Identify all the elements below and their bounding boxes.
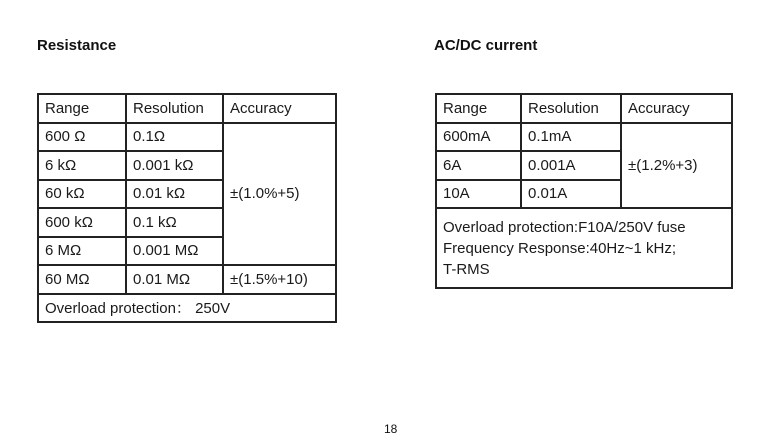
range-cell: 60 kΩ <box>38 180 126 209</box>
range-cell: 600mA <box>436 123 521 152</box>
resistance-table <box>37 93 337 323</box>
header-accuracy: Accuracy <box>621 94 732 123</box>
header-resolution: Resolution <box>126 94 223 123</box>
header-range: Range <box>436 94 521 123</box>
overload-protection-note: Overload protection： 250V <box>38 294 336 323</box>
header-range: Range <box>38 94 126 123</box>
range-cell: 600 kΩ <box>38 208 126 237</box>
trms-note: T-RMS <box>443 260 490 278</box>
table-row <box>38 123 336 152</box>
resistance-heading: Resistance <box>37 37 117 54</box>
range-cell: 6 kΩ <box>38 151 126 180</box>
table-header-row <box>436 94 732 123</box>
range-cell: 6 MΩ <box>38 237 126 266</box>
resolution-cell: 0.001 kΩ <box>126 151 223 180</box>
accuracy-cell: ±(1.2%+3) <box>621 123 732 209</box>
overload-protection-note: Overload protection:F10A/250V fuse <box>443 218 686 236</box>
header-resolution: Resolution <box>521 94 621 123</box>
current-notes-cell <box>436 208 732 288</box>
resolution-cell: 0.01 kΩ <box>126 180 223 209</box>
table-row <box>436 123 732 152</box>
resolution-cell: 0.1mA <box>521 123 621 152</box>
frequency-response-note: Frequency Response:40Hz~1 kHz; <box>443 239 677 257</box>
range-cell: 10A <box>436 180 521 209</box>
ac-dc-current-heading: AC/DC current <box>434 37 538 54</box>
range-cell: 6A <box>436 151 521 180</box>
range-cell: 600 Ω <box>38 123 126 152</box>
resolution-cell: 0.001 MΩ <box>126 237 223 266</box>
resolution-cell: 0.001A <box>521 151 621 180</box>
notes-row <box>436 208 732 288</box>
page-number: 18 <box>384 422 398 436</box>
range-cell: 60 MΩ <box>38 265 126 294</box>
table-header-row <box>38 94 336 123</box>
resolution-cell: 0.1Ω <box>126 123 223 152</box>
ac-dc-current-table <box>435 93 733 289</box>
table-row <box>38 265 336 294</box>
resolution-cell: 0.01A <box>521 180 621 209</box>
overload-row <box>38 294 336 323</box>
header-accuracy: Accuracy <box>223 94 336 123</box>
accuracy-cell: ±(1.5%+10) <box>223 265 336 294</box>
resolution-cell: 0.1 kΩ <box>126 208 223 237</box>
accuracy-cell: ±(1.0%+5) <box>223 123 336 266</box>
resolution-cell: 0.01 MΩ <box>126 265 223 294</box>
